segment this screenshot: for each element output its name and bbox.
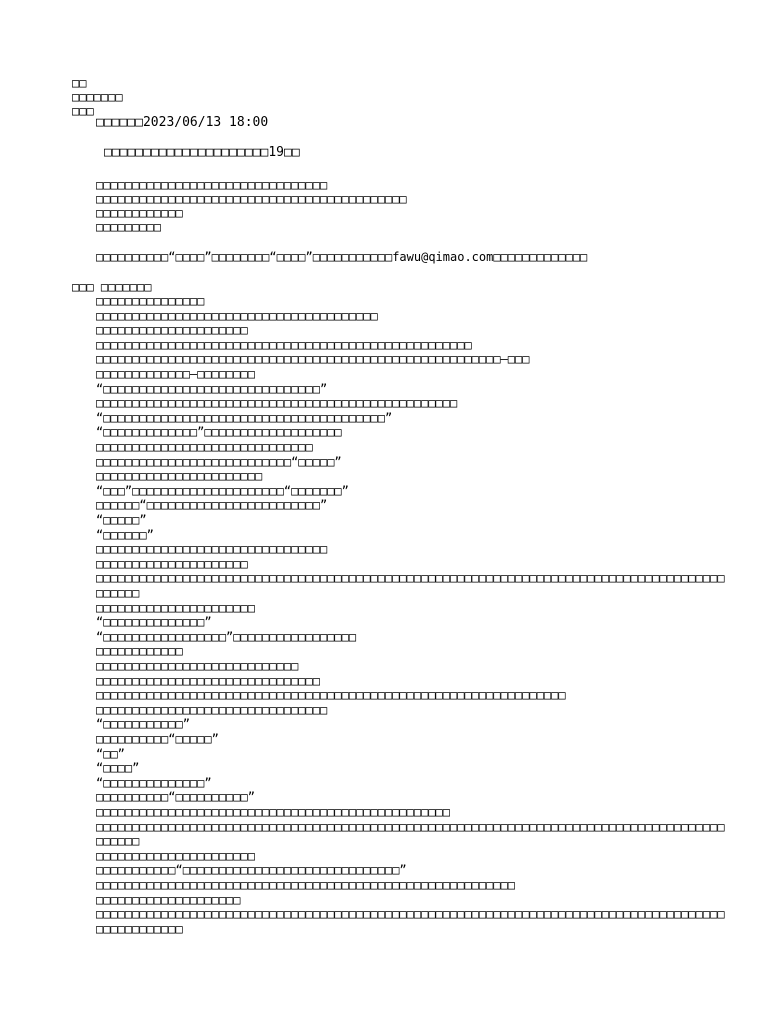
body-line: □□□□□□□□□□□“□□□□□□□□□□□□□□□□□□□□□□□□□□□□□□” bbox=[96, 863, 407, 878]
body-line: □□□□□□□□□□□□□□□□□□□□□□□□□□□□□□□□□□□□□□□□□□□□□□□□□□ bbox=[96, 396, 458, 411]
body-line: □□□□□□□□□□□□□□□ bbox=[96, 294, 205, 308]
contact-line: □□□□□□□□□□“□□□□”□□□□□□□□“□□□□”□□□□□□□□□□□fawu@qimao.com□□□□□□□□□□□□□ bbox=[96, 250, 588, 264]
body-line: □□□□□□□□□□□□□□□□□□□□□□□ bbox=[96, 469, 263, 484]
body-line: □□□□□□□□□□□□□□□□□□□□□□□□□□□□□□□□□□□□□□□□□□□□□□□□□□□□ bbox=[96, 337, 472, 352]
body-line: □□□□□□□□□□□□ bbox=[96, 644, 183, 659]
notice-line: □□□□□□□□□□□□□□□□□□□□□19□□ bbox=[104, 145, 300, 160]
body-line: “□□” bbox=[96, 746, 125, 761]
header-line-3: □□□ bbox=[72, 104, 94, 118]
body-line: □□□□□□□□□□□□□□□□□□□□□□□□□□□□□□□ bbox=[96, 673, 320, 688]
body-line: □□□□□□□□□□“□□□□□□□□□□” bbox=[96, 790, 255, 805]
body-line: □□□□□□□□□□□□□□□□□□□□□□□□□□□□ bbox=[96, 659, 299, 673]
body-line: □□□□□□□□□□□□□□□□□□□□□□□□□□□□□□□□ bbox=[96, 542, 328, 557]
body-line: □□□□□□□□□□□□□□□□□□□□□□□□□□□□□□□□□□□□□□□□□□□□□□□□□□□□□□□□□□□□□□□□□□□□□□□□□□□□□□□□□□□□□□□□□□□□□ bbox=[96, 819, 725, 849]
body-line: □□□□□□□□□□□□□□□□□□□□□□ bbox=[96, 600, 255, 615]
section-title: □□□ □□□□□□□ bbox=[72, 280, 152, 294]
body-line: □□□□□□□□□□□□□□□□□□□□□□□□□□□□□□□□□□□□□□□□□□□□□□□□□□□□□□□□—□□□ bbox=[96, 352, 530, 367]
body-line: “□□□□□□□□□□□□□□□□□”□□□□□□□□□□□□□□□□□ bbox=[96, 629, 357, 644]
intro-paragraph: □□□□□□□□□□□□□□□□□□□□□□□□□□□□□□□□ bbox=[96, 178, 328, 192]
body-line: □□□□□□□□□□□□□□□□□□□□□□□□□□□□□□□□□□□□□□□□□□□□□□□□□□□□□□□□□□□□□□□□□ bbox=[96, 688, 566, 703]
body-line: □□□□□□□□□□□□□—□□□□□□□□ bbox=[96, 367, 255, 381]
body-line: □□□□□□□□□□□□□□□□□□□□□□ bbox=[96, 848, 255, 863]
body-line: □□□□□□“□□□□□□□□□□□□□□□□□□□□□□□□” bbox=[96, 498, 328, 513]
intro-paragraph: □□□□□□□□□□□□□□□□□□□□□□□□□□□□□□□□□□□□□□□□□□□ bbox=[96, 192, 407, 206]
body-line: □□□□□□□□□□□□□□□□□□□□□□□□□□□□□□□□ bbox=[96, 702, 328, 717]
publish-date: □□□□□□2023/06/13 18:00 bbox=[96, 115, 269, 130]
body-line: “□□□□□” bbox=[96, 513, 147, 527]
body-line: “□□□□” bbox=[96, 761, 140, 776]
header-line-1: □□ bbox=[72, 76, 87, 90]
body-line: □□□□□□□□□□□□□□□□□□□□□□□□□□□□□□ bbox=[96, 440, 313, 454]
body-line: “□□□”□□□□□□□□□□□□□□□□□□□□□“□□□□□□□” bbox=[96, 483, 349, 498]
body-line: □□□□□□□□□□□□□□□□□□□□□□□□□□□□□□□□□□□□□□□□□□□□□□□□□□□□□□□□□□□□□□□□□□□□□□□□□□□□□□□□□□□□□□□□□□□□□ bbox=[96, 571, 725, 600]
body-line: □□□□□□□□□□□□□□□□□□□□□ bbox=[96, 556, 248, 571]
intro-paragraph: □□□□□□□□□ bbox=[96, 220, 162, 234]
body-line: □□□□□□□□□□□□□□□□□□□□□□□□□□□□□□□□□□□□□□□□□□□□□□□□□□□□□□□□□□□□□□□□□□□□□□□□□□□□□□□□□□□□□□□□□□□□□□□□□□□ bbox=[96, 907, 725, 936]
body-line: “□□□□□□” bbox=[96, 527, 154, 542]
body-line: “□□□□□□□□□□□□□□” bbox=[96, 615, 212, 630]
body-line: □□□□□□□□□□□□□□□□□□□□□□□□□□□□□□□□□□□□□□□ bbox=[96, 308, 378, 323]
body-line: “□□□□□□□□□□□□□□□□□□□□□□□□□□□□□□” bbox=[96, 381, 328, 396]
body-line: □□□□□□□□□□□□□□□□□□□□□□□□□□□□□□□□□□□□□□□□□□□□□□□□□□□□□□□□□□ bbox=[96, 878, 516, 892]
body-line: “□□□□□□□□□□□□□□□□□□□□□□□□□□□□□□□□□□□□□□□” bbox=[96, 410, 393, 425]
body-line: □□□□□□□□□□□□□□□□□□□□ bbox=[96, 892, 241, 907]
body-line: □□□□□□□□□□□□□□□□□□□□□ bbox=[96, 323, 248, 338]
intro-paragraph: □□□□□□□□□□□□ bbox=[96, 206, 183, 220]
body-line: □□□□□□□□□□□□□□□□□□□□□□□□□□□“□□□□□” bbox=[96, 454, 342, 469]
body-line: “□□□□□□□□□□□□□□” bbox=[96, 775, 212, 790]
body-line: □□□□□□□□□□□□□□□□□□□□□□□□□□□□□□□□□□□□□□□□□□□□□□□□□ bbox=[96, 805, 451, 819]
body-line: “□□□□□□□□□□□” bbox=[96, 717, 190, 732]
body-line: “□□□□□□□□□□□□□”□□□□□□□□□□□□□□□□□□□ bbox=[96, 425, 342, 440]
header-line-2: □□□□□□□ bbox=[72, 90, 123, 104]
body-line: □□□□□□□□□□“□□□□□” bbox=[96, 732, 219, 746]
